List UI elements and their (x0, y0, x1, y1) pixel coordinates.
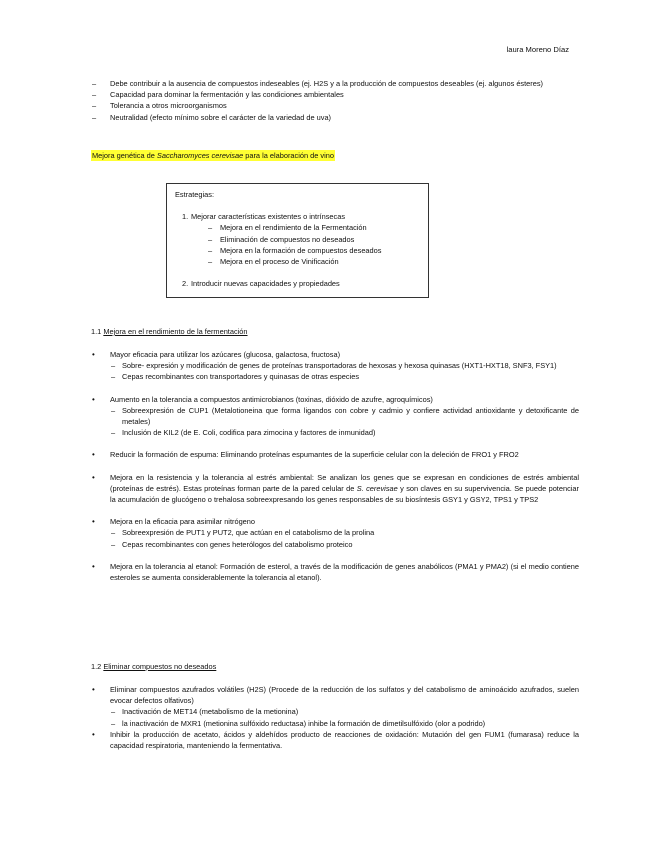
box-title: Estrategias: (175, 190, 215, 199)
bullet-item (92, 561, 579, 583)
dash-marker: – (92, 79, 97, 88)
bullet-text-part: y son claves en su supervivencia. Se puede potenciar la acumulación de glucógeno o trehalosa sobreexpresando los genes responsables de su biosíntesis GSY1 y GSY2, TPS1 y TPS2 (110, 483, 579, 505)
bullet-text: Mayor eficacia para utilizar los azúcares (glucosa, galactosa, fructosa) (110, 350, 341, 359)
list-item (92, 89, 578, 100)
strategy-subitem (175, 234, 420, 245)
subitem-text: Eliminación de compuestos no deseados (220, 234, 355, 244)
sub-item (92, 360, 579, 371)
sub-item (92, 427, 579, 438)
sub-item-text: la inactivación de MXR1 (metionina sulfóxido reductasa) inhibe la formación de dimetilsulfóxido (olor a podrido) (122, 718, 486, 728)
bullet-text (110, 472, 579, 506)
section-heading (91, 661, 216, 672)
bullet-text: Mejora en la tolerancia al etanol: Formación de esterol, a través de la modificación de genes anabólicos (PMA1 y PMA2) (si el medio contiene esteroles se aumenta considerablemente la tolerancia al etanol). (110, 561, 579, 583)
sub-item-text: Sobre- expresión y modificación de genes de proteínas transportadoras de hexosas y hexosa quinasas (HXT1-HXT18, SNF3, FSY1) (122, 361, 557, 371)
strategies-box (166, 183, 429, 298)
dash-marker: – (111, 428, 116, 438)
species-name: S. cerevisae (356, 483, 398, 493)
item-number: 2. (182, 279, 189, 289)
sub-item (92, 371, 579, 382)
dash-marker: – (208, 234, 213, 244)
bullet-item (92, 729, 579, 751)
dash-marker: – (208, 223, 213, 233)
bullet-text: Eliminar compuestos azufrados volátiles (H2S) (Procede de la reducción de los sulfatos y del catabolismo de aminoácido azufrados, suelen evocar defectos olfativos) (110, 685, 579, 706)
dash-marker: – (92, 112, 97, 122)
sub-item (92, 539, 579, 550)
dash-marker: – (111, 405, 116, 415)
list-item-text: Debe contribuir a la ausencia de compuestos indeseables (ej. H2S y a la producción de compuestos deseables (ej. algunos ésteres) (110, 79, 544, 88)
strategy-item (175, 211, 420, 222)
subitem-text: Mejora en el proceso de Vinificación (220, 257, 339, 267)
list-item (92, 100, 578, 111)
dash-marker: – (208, 245, 213, 255)
bullet-marker: • (92, 729, 95, 739)
strategy-text: Mejorar características existentes o intrínsecas (191, 212, 346, 222)
heading-text: Mejora genética de (92, 151, 157, 160)
sub-item-text: Inclusión de KIL2 (de E. Coli, codifica para zimocina y factores de inmunidad) (122, 428, 376, 438)
bullet-marker: • (92, 517, 95, 527)
bullet-text: Mejora en la eficacia para asimilar nitrógeno (110, 517, 256, 527)
strategy-subitem (175, 222, 420, 233)
bullet-item (92, 516, 579, 550)
list-item-text: Tolerancia a otros microorganismos (110, 101, 227, 111)
dash-marker: – (92, 90, 97, 100)
sub-item-text: Sobreexpresión de PUT1 y PUT2, que actúan en el catabolismo de la prolina (122, 528, 375, 538)
dash-marker: – (92, 101, 97, 111)
dash-marker: – (111, 361, 116, 371)
dash-marker: – (111, 539, 116, 549)
bullet-marker: • (92, 394, 95, 404)
highlighted-heading (91, 150, 335, 161)
sub-item-text: Sobreexpresión de CUP1 (Metalotioneina que forma ligandos con cobre y cadmio y confiere actividad antioxidante y detoxificante de metales) (122, 405, 579, 427)
strategy-subitem (175, 256, 420, 267)
section-number: 1.1 (91, 327, 104, 336)
heading-text: para la elaboración de vino (243, 151, 334, 160)
list-item (92, 78, 578, 89)
bullet-item (92, 394, 579, 439)
bullet-marker: • (92, 472, 95, 482)
section1-list (92, 349, 579, 594)
list-item-text: Neutralidad (efecto mínimo sobre el carácter de la variedad de uva) (110, 112, 332, 122)
section-number: 1.2 (91, 662, 104, 671)
dash-marker: – (111, 372, 116, 382)
bullet-item (92, 684, 579, 729)
bullet-item (92, 472, 579, 506)
dash-marker: – (111, 718, 116, 728)
bullet-text: Inhibir la producción de acetato, ácidos y aldehídos producto de reacciones de oxidación: Mutación del gen FUM1 (fumarasa) reduce la capacidad respiratoria, manteniendo la fermentativa. (110, 729, 579, 751)
intro-list (92, 78, 578, 123)
bullet-marker: • (92, 350, 95, 359)
subitem-text: Mejora en la formación de compuestos deseados (220, 245, 382, 255)
heading-species: Saccharomyces cerevisae (156, 151, 244, 160)
section2-list (92, 684, 579, 762)
list-item (92, 112, 578, 123)
strategy-subitem (175, 245, 420, 256)
sub-item-text: Cepas recombinantes con transportadores y quinasas de otras especies (122, 372, 360, 382)
strategy-text: Introducir nuevas capacidades y propiedades (191, 279, 340, 289)
dash-marker: – (111, 707, 116, 717)
section-title: Mejora en el rendimiento de la fermentación (103, 327, 248, 336)
bullet-text: Aumento en la tolerancia a compuestos antimicrobianos (toxinas, dióxido de azufre, agroquímicos) (110, 394, 433, 404)
section-title: Eliminar compuestos no deseados (103, 662, 217, 671)
bullet-text: Reducir la formación de espuma: Eliminando proteínas espumantes de la superficie celular con la deleción de FRO1 y FRO2 (110, 450, 519, 460)
sub-item (92, 706, 579, 717)
strategy-item (175, 278, 420, 289)
bullet-marker: • (92, 685, 95, 694)
sub-item (92, 718, 579, 729)
sub-item-text: Inactivación de MET14 (metabolismo de la metionina) (122, 707, 299, 717)
bullet-marker: • (92, 561, 95, 571)
list-item-text: Capacidad para dominar la fermentación y las condiciones ambientales (110, 90, 344, 100)
bullet-item (92, 449, 579, 460)
sub-item-text: Cepas recombinantes con genes heterólogos del catabolismo proteico (122, 539, 353, 549)
bullet-text-part: Mejora en la resistencia y la tolerancia al estrés ambiental: Se analizan los genes que se expresan en condiciones de estrés ambiental (proteínas de estrés). Estas proteínas forman parte de la pared celular de (110, 472, 579, 493)
sub-item (92, 527, 579, 538)
subitem-text: Mejora en el rendimiento de la Fermentación (220, 223, 367, 233)
dash-marker: – (208, 257, 213, 267)
bullet-item (92, 349, 579, 383)
section-heading (91, 326, 248, 337)
dash-marker: – (111, 528, 116, 538)
sub-item (92, 405, 579, 427)
author-name: laura Moreno Díaz (506, 45, 569, 54)
bullet-marker: • (92, 450, 95, 460)
item-number: 1. (182, 212, 189, 222)
